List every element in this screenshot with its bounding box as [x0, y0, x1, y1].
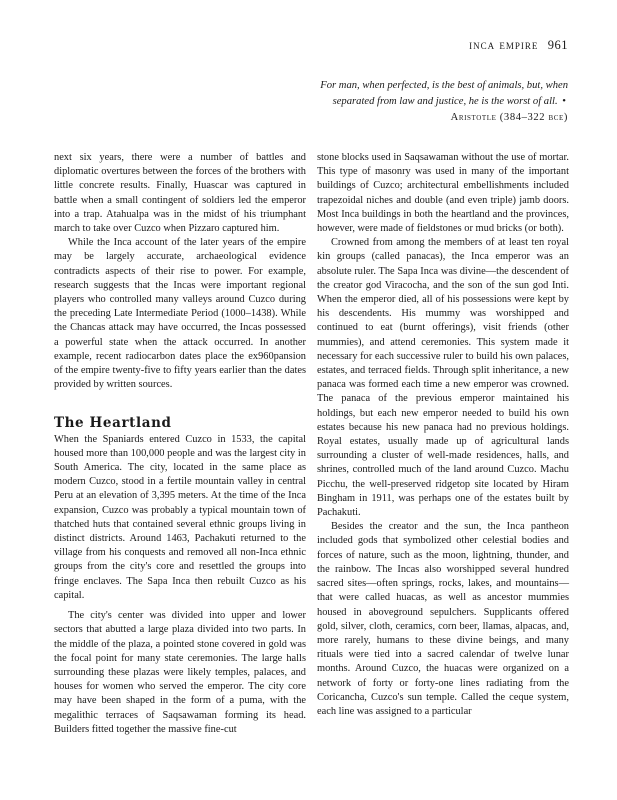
paragraph: stone blocks used in Saqsawaman without the use of mortar. This type of masonry was used in many of the important buildings of Cuzco; architectural embellishments included trapezoidal niches and double (and even triple) jamb doors. Most Inca buildings in both the heartland and the provinces, however, were made of fieldstones or mud bricks (or both). [317, 152, 569, 235]
epigraph [318, 78, 568, 126]
paragraph: Besides the creator and the sun, the Inca pantheon included gods that symbolized other celestial bodies and forces of nature, such as the moon, lightning, thunder, and the rainbow. The Incas also worshipped several hundred sacred sites—often springs, rocks, lakes, and mountains—that were called huacas, as well as ancestor mummies housed in aboveground sepulchers. Supplicants offered gold, silver, cloth, ceramics, corn beer, llamas, alpacas, and, more rarely, humans to these divine beings, and many rituals were tied into a sacred calendar of twelve lunar months. Around Cuzco, the huacas were organized on a network of forty or forty-one lines radiating from the Coricancha, Cuzco's sun temple. Called the ceque system, each line was assigned to a particular [317, 521, 569, 717]
paragraph: While the Inca account of the later years of the empire may be largely accurate, archaeological evidence contradicts aspects of their rise to power. For example, research suggests that the Incas were important regional players who controlled many valleys around Cuzco during the preceding Late Intermediate Period (1000–1438). While the Chancas attack may have occurred, the Incas possessed a powerful state when the attack occurred. In another example, recent radiocarbon dates place the ex960pansion of the empire twenty-five to fifty years earlier than the dates provided by written sources. [54, 237, 306, 391]
section-heading: The Heartland [54, 415, 172, 432]
paragraph: When the Spaniards entered Cuzco in 1533, the capital housed more than 100,000 people and was the largest city in South America. The city, located in the same place as modern Cuzco, stood in a fertile mountain valley in central Peru at an elevation of 3,395 meters. At the time of the Inca expansion, Cuzco was probably a typical mountain town of thatched huts that contained several ethnic groups living in distinct districts. Around 1463, Pachakuti returned to the village from his conquests and removed all non-Inca ethnic groups from the city's core and resettled the groups into fringe enclaves. The Sapa Inca then rebuilt Cuzco as his capital. [54, 433, 306, 601]
left-column [54, 151, 306, 737]
epigraph-attribution: Aristotle (384–322 bce) [450, 112, 568, 123]
running-head [469, 37, 568, 53]
paragraph: The city's center was divided into upper and lower sectors that abutted a large plaza divided into two parts. In the middle of the plaza, a pointed stone covered in gold was the focal point for many state ceremonies. The large halls surrounding these plazas were likely temples, palaces, and houses for women who served the emperor. The city core may have been shaped in the form of a puma, with the megalithic terraces of Saqsawaman forming its head. Builders fitted together the massive fine-cut [54, 610, 306, 735]
epigraph-bullet: • [562, 96, 566, 107]
running-head-title: inca empire [469, 37, 539, 52]
epigraph-quote: For man, when perfected, is the best of animals, but, when separated from law and justice, he is the worst of all. [320, 80, 568, 107]
paragraph: Crowned from among the members of at least ten royal kin groups (called panacas), the Inca emperor was an absolute ruler. The Sapa Inca was divine—the descendent of the creator god Viracocha, and the son of the sun god Inti. When the emperor died, all of his possessions were kept by his descendents. His mummy was worshipped and continued to eat (burnt offerings), visit friends (other mummies), and attend ceremonies. This system made it necessary for each successive ruler to build his own palaces, estates, and terraced fields. Through split inheritance, a new panaca was formed each time a new emperor was crowned. The panaca of the previous emperor maintained his holdings, but each new emperor needed to build his own estates because his new panaca had no previous holdings. Royal estates, usually made up of agricultural lands surrounding a cluster of well-made residences, halls, and shrines, controlled much of the land around Cuzco. Machu Picchu, the well-preserved ridgetop site located by Hiram Bingham in 1911, was perhaps one of the estates built by Pachakuti. [317, 237, 569, 519]
page-number: 961 [547, 38, 568, 52]
paragraph: next six years, there were a number of battles and diplomatic overtures between the forces of the brothers with little concrete results. Finally, Huascar was captured in battle when a small contingent of soldiers led the emperor into a trap. Atahualpa was in the midst of his triumphant march to take over Cuzco when Pizzaro captured him. [54, 152, 306, 235]
right-column [317, 151, 569, 719]
